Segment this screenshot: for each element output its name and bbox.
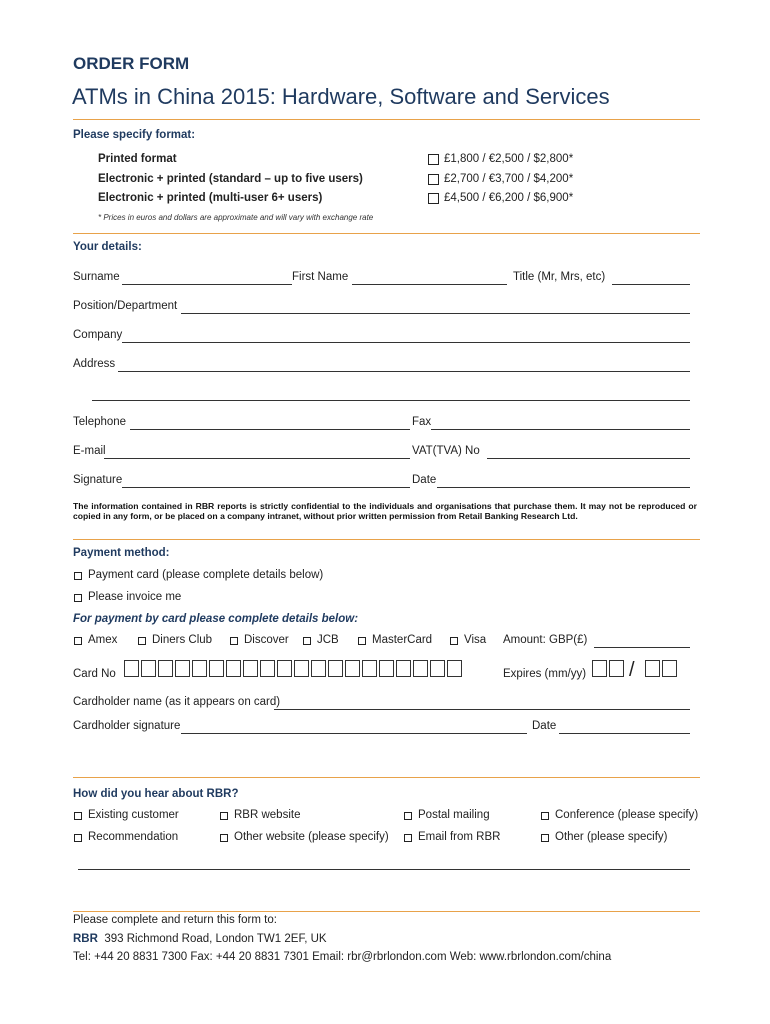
jcb-checkbox[interactable] bbox=[303, 637, 311, 645]
email-field[interactable] bbox=[104, 458, 410, 459]
title-field[interactable] bbox=[612, 284, 690, 285]
first-name-label: First Name bbox=[292, 271, 349, 283]
card-type-label: Visa bbox=[464, 634, 487, 646]
company-label: Company bbox=[73, 329, 123, 341]
divider bbox=[73, 911, 700, 912]
surname-field[interactable] bbox=[122, 284, 292, 285]
card-number-label: Card No bbox=[73, 668, 116, 680]
details-heading: Your details: bbox=[73, 241, 142, 253]
payment-card-checkbox[interactable] bbox=[74, 572, 82, 580]
mastercard-checkbox[interactable] bbox=[358, 637, 366, 645]
payment-date-field[interactable] bbox=[559, 733, 690, 734]
signature-label: Signature bbox=[73, 474, 123, 486]
postal-mailing-checkbox[interactable] bbox=[404, 812, 412, 820]
vat-field[interactable] bbox=[487, 458, 690, 459]
other-checkbox[interactable] bbox=[541, 834, 549, 842]
form-label: ORDER FORM bbox=[73, 54, 190, 73]
address-label: Address bbox=[73, 358, 116, 370]
card-details-heading: For payment by card please complete details below: bbox=[73, 613, 359, 625]
expiry-separator: / bbox=[629, 659, 635, 681]
payment-date-label: Date bbox=[532, 720, 557, 732]
expiry-label: Expires (mm/yy) bbox=[503, 668, 587, 680]
cardholder-signature-label: Cardholder signature bbox=[73, 720, 181, 732]
expiry-year-boxes[interactable] bbox=[645, 660, 679, 677]
visa-checkbox[interactable] bbox=[450, 637, 458, 645]
fax-field[interactable] bbox=[431, 429, 690, 430]
cardholder-signature-field[interactable] bbox=[181, 733, 527, 734]
other-website-checkbox[interactable] bbox=[220, 834, 228, 842]
return-instructions: Please complete and return this form to: bbox=[73, 914, 277, 926]
date-field[interactable] bbox=[437, 487, 690, 488]
discover-checkbox[interactable] bbox=[230, 637, 238, 645]
payment-method-label: Please invoice me bbox=[88, 591, 182, 603]
surname-label: Surname bbox=[73, 271, 120, 283]
format-option-price: £1,800 / €2,500 / $2,800* bbox=[444, 153, 574, 165]
hear-option-label: RBR website bbox=[234, 809, 301, 821]
format-option-label: Electronic + printed (standard – up to five users) bbox=[98, 173, 363, 185]
card-number-boxes[interactable] bbox=[124, 660, 464, 677]
format-standard-checkbox[interactable] bbox=[428, 174, 439, 185]
telephone-field[interactable] bbox=[130, 429, 410, 430]
company-name: RBR bbox=[73, 933, 98, 945]
format-option-label: Electronic + printed (multi-user 6+ users) bbox=[98, 192, 323, 204]
conference-checkbox[interactable] bbox=[541, 812, 549, 820]
hear-option-label: Other (please specify) bbox=[555, 831, 668, 843]
existing-customer-checkbox[interactable] bbox=[74, 812, 82, 820]
hear-option-label: Recommendation bbox=[88, 831, 179, 843]
cardholder-name-field[interactable] bbox=[274, 709, 690, 710]
signature-field[interactable] bbox=[122, 487, 410, 488]
card-type-label: JCB bbox=[317, 634, 339, 646]
card-type-label: MasterCard bbox=[372, 634, 433, 646]
divider bbox=[73, 119, 700, 120]
confidentiality-notice: The information contained in RBR reports is strictly confidential to the individuals and organisations that purchase them. It may not be reproduced or copied in any form, or be placed on a company intranet, without prior written permission from Retail Banking Research Ltd. bbox=[73, 501, 697, 521]
hear-option-label: Conference (please specify) bbox=[555, 809, 699, 821]
first-name-field[interactable] bbox=[352, 284, 507, 285]
hear-option-label: Existing customer bbox=[88, 809, 179, 821]
diners-club-checkbox[interactable] bbox=[138, 637, 146, 645]
divider bbox=[73, 777, 700, 778]
vat-label: VAT(TVA) No bbox=[412, 445, 480, 457]
hear-option-label: Postal mailing bbox=[418, 809, 490, 821]
hear-option-label: Other website (please specify) bbox=[234, 831, 389, 843]
recommendation-checkbox[interactable] bbox=[74, 834, 82, 842]
telephone-label: Telephone bbox=[73, 416, 127, 428]
divider bbox=[73, 539, 700, 540]
contact-info: Tel: +44 20 8831 7300 Fax: +44 20 8831 7301 Email: rbr@rbrlondon.com Web: www.rbrlondon.com/china bbox=[73, 951, 612, 963]
format-option-price: £4,500 / €6,200 / $6,900* bbox=[444, 192, 574, 204]
card-type-label: Amex bbox=[88, 634, 118, 646]
email-from-rbr-checkbox[interactable] bbox=[404, 834, 412, 842]
fax-label: Fax bbox=[412, 416, 432, 428]
position-label: Position/Department bbox=[73, 300, 178, 312]
amount-field[interactable] bbox=[594, 647, 690, 648]
rbr-website-checkbox[interactable] bbox=[220, 812, 228, 820]
payment-method-label: Payment card (please complete details below) bbox=[88, 569, 324, 581]
amex-checkbox[interactable] bbox=[74, 637, 82, 645]
format-option-label: Printed format bbox=[98, 153, 177, 165]
invoice-checkbox[interactable] bbox=[74, 594, 82, 602]
address-text: 393 Richmond Road, London TW1 2EF, UK bbox=[104, 933, 327, 945]
format-multiuser-checkbox[interactable] bbox=[428, 193, 439, 204]
specify-field[interactable] bbox=[78, 869, 690, 870]
company-field[interactable] bbox=[122, 342, 690, 343]
expiry-month-boxes[interactable] bbox=[592, 660, 626, 677]
email-label: E-mail bbox=[73, 445, 106, 457]
page-title: ATMs in China 2015: Hardware, Software and Services bbox=[72, 84, 610, 109]
hear-heading: How did you hear about RBR? bbox=[73, 788, 239, 800]
divider bbox=[73, 233, 700, 234]
amount-label: Amount: GBP(£) bbox=[503, 634, 588, 646]
position-field[interactable] bbox=[181, 313, 690, 314]
hear-option-label: Email from RBR bbox=[418, 831, 501, 843]
payment-heading: Payment method: bbox=[73, 547, 170, 559]
title-label: Title (Mr, Mrs, etc) bbox=[513, 271, 606, 283]
format-option-price: £2,700 / €3,700 / $4,200* bbox=[444, 173, 574, 185]
card-type-label: Diners Club bbox=[152, 634, 213, 646]
format-printed-checkbox[interactable] bbox=[428, 154, 439, 165]
cardholder-name-label: Cardholder name (as it appears on card) bbox=[73, 696, 281, 708]
address-field[interactable] bbox=[118, 371, 690, 372]
format-heading: Please specify format: bbox=[73, 129, 196, 141]
date-label: Date bbox=[412, 474, 437, 486]
card-type-label: Discover bbox=[244, 634, 289, 646]
price-note: * Prices in euros and dollars are approximate and will vary with exchange rate bbox=[98, 213, 374, 222]
address-field-line-2[interactable] bbox=[92, 400, 690, 401]
return-address bbox=[73, 933, 327, 945]
